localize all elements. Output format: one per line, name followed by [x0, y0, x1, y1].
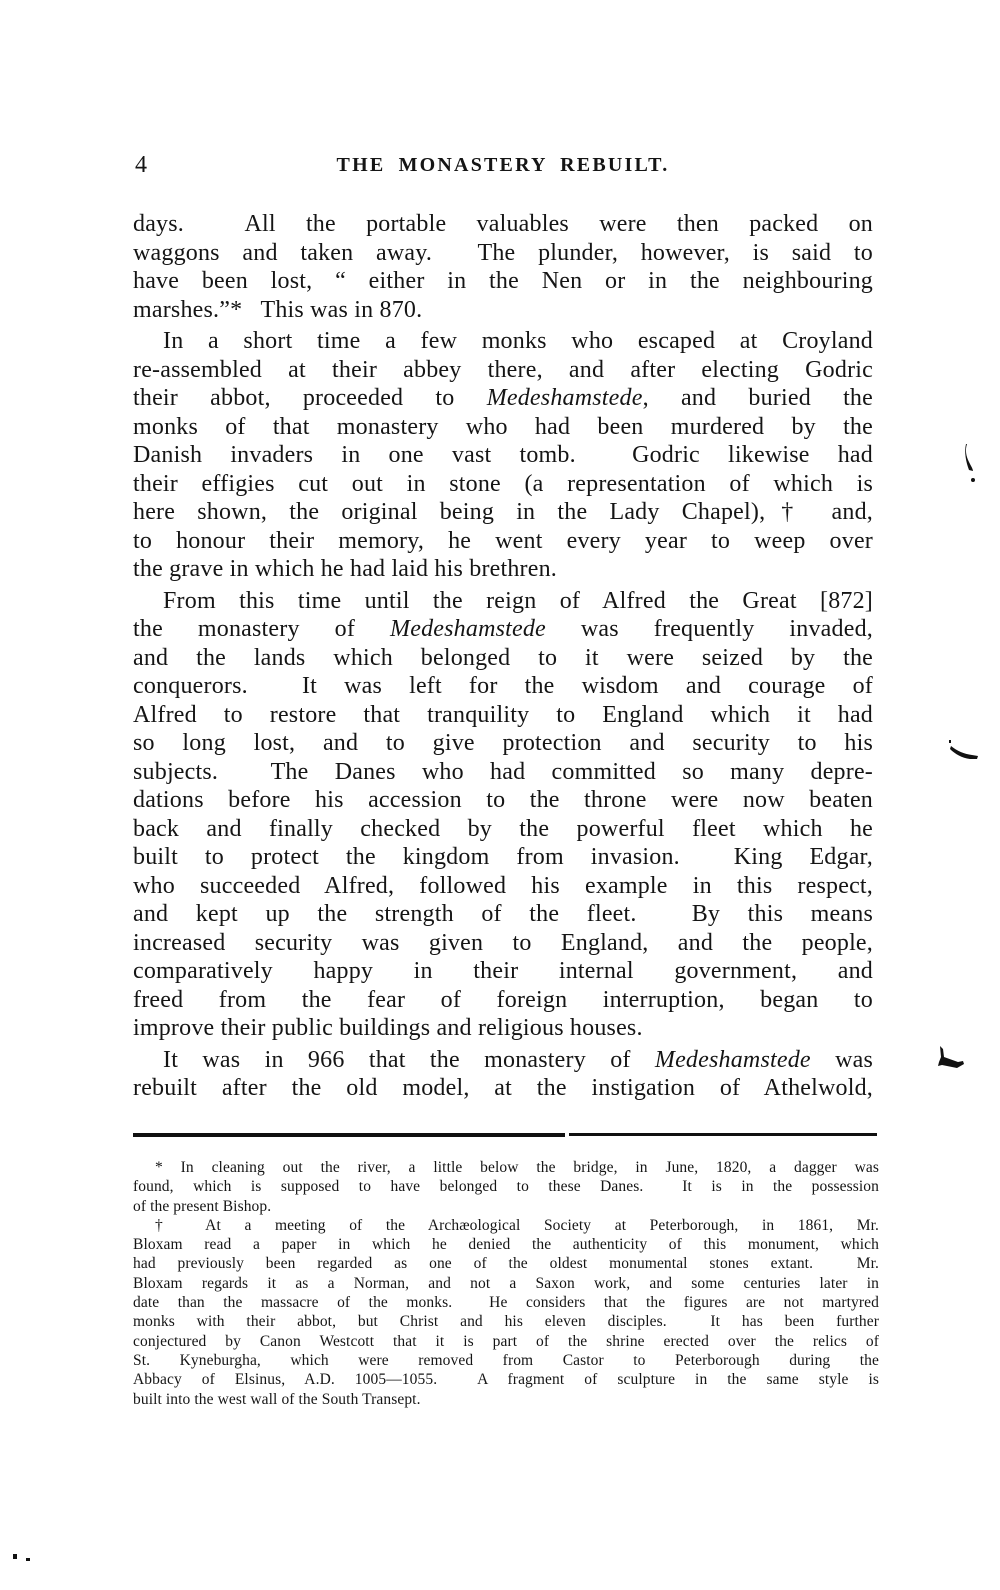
text-line: re-assembled at their abbey there, and after electing Godric: [133, 356, 873, 383]
text-line: conjectured by Canon Westcott that it is part of the shrine erected over the relics of: [133, 1332, 879, 1350]
ink-smudge-artifact: [930, 1045, 968, 1080]
text-line: here shown, the original being in the Lady Chapel),† and,: [133, 499, 873, 525]
text-line: the grave in which he had laid his brethren.: [133, 556, 557, 582]
footnote-rule: [133, 1133, 565, 1137]
text-line: marshes.”* This was in 870.: [133, 296, 423, 323]
text-line: † At a meeting of the Archæological Society at Peterborough, in 1861, Mr.: [155, 1216, 879, 1234]
text-line: Alfred to restore that tranquility to England which it had: [133, 701, 873, 728]
text-line: St. Kyneburgha, which were removed from Castor to Peterborough during the: [133, 1351, 879, 1369]
text-line: of the present Bishop.: [133, 1197, 272, 1215]
footnotes: [133, 1158, 879, 1409]
text-line: freed from the fear of foreign interruption, began to: [133, 986, 873, 1013]
page-header: [133, 150, 873, 182]
text-line: their effigies cut out in stone (a representation of which is: [133, 470, 873, 497]
text-line: and kept up the strength of the fleet. By this means: [133, 901, 873, 927]
text-line: who succeeded Alfred, followed his example in this respect,: [133, 872, 873, 899]
footnote: [133, 1158, 879, 1216]
text-line: built into the west wall of the South Transept.: [133, 1390, 421, 1408]
footnote-rule: [569, 1133, 877, 1136]
text-line: date than the massacre of the monks. He considers that the figures are not martyred: [133, 1294, 879, 1312]
text-line: days. All the portable valuables were then packed on: [133, 211, 873, 237]
text-line: Bloxam regards it as a Norman, and not a Saxon work, and some centuries later in: [133, 1274, 879, 1292]
ink-speck-artifact: [13, 1554, 17, 1559]
text-line: had previously been regarded as one of the oldest monumental stones extant. Mr.: [133, 1255, 879, 1273]
text-line: built to protect the kingdom from invasion. King Edgar,: [133, 844, 873, 870]
text-line: to honour their memory, he went every year to weep over: [133, 527, 873, 554]
ink-smudge-artifact: [946, 738, 980, 769]
text-line: back and finally checked by the powerful fleet which he: [133, 815, 873, 842]
ink-stroke-artifact: [961, 443, 979, 490]
text-line: * In cleaning out the river, a little below the bridge, in June, 1820, a dagger was: [155, 1159, 879, 1176]
footnote: [133, 1216, 879, 1409]
text-line: Danish invaders in one vast tomb. Godric likewise had: [133, 442, 873, 468]
body-text: [133, 210, 873, 1103]
paragraph: [133, 587, 873, 1043]
text-line: conquerors. It was left for the wisdom and courage of: [133, 673, 873, 699]
text-line: so long lost, and to give protection and security to his: [133, 730, 873, 756]
text-line: dations before his accession to the throne were now beaten: [133, 787, 873, 813]
text-line: monks of that monastery who had been murdered by the: [133, 413, 873, 440]
text-line: found, which is supposed to have belonged to these Danes. It is in the possession: [133, 1178, 879, 1196]
ink-speck-artifact: [26, 1558, 30, 1561]
text-line: Bloxam read a paper in which he denied the authenticity of this monument, which: [133, 1236, 879, 1254]
text-line: have been lost, “ either in the Nen or in the neighbouring: [133, 268, 873, 294]
paragraph: [133, 327, 873, 584]
running-title: THE MONASTERY REBUILT.: [336, 154, 670, 176]
text-line: rebuilt after the old model, at the instigation of Athelwold,: [133, 1075, 873, 1101]
text-line: improve their public buildings and religious houses.: [133, 1015, 643, 1041]
text-line: It was in 966 that the monastery of Medeshamstede was: [163, 1046, 873, 1073]
text-line: waggons and taken away. The plunder, however, is said to: [133, 239, 873, 266]
text-line: From this time until the reign of Alfred the Great [872]: [163, 587, 873, 614]
text-line: Abbacy of Elsinus, A.D. 1005—1055. A fragment of sculpture in the same style is: [133, 1371, 879, 1389]
text-line: monks with their abbot, but Christ and his eleven disciples. It has been further: [133, 1313, 879, 1331]
text-line: the monastery of Medeshamstede was frequently invaded,: [133, 616, 873, 642]
text-line: their abbot, proceeded to Medeshamstede, and buried the: [133, 385, 873, 411]
text-line: increased security was given to England, and the people,: [133, 929, 873, 956]
text-line: subjects. The Danes who had committed so many depre-: [133, 758, 873, 785]
page-number: 4: [135, 152, 148, 178]
text-line: comparatively happy in their internal government, and: [133, 958, 873, 984]
text-line: and the lands which belonged to it were seized by the: [133, 644, 873, 671]
text-line: In a short time a few monks who escaped at Croyland: [163, 328, 873, 354]
paragraph: [133, 1046, 873, 1103]
paragraph: [133, 210, 873, 324]
